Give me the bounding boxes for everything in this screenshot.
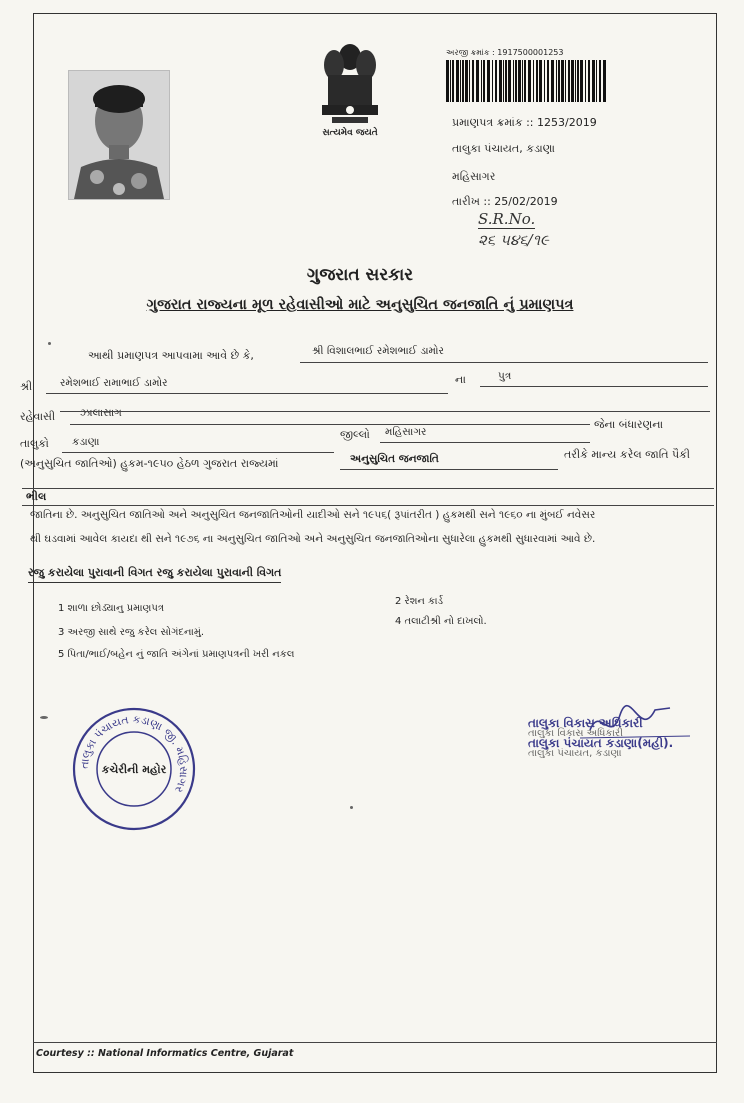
evidence-item: 1 શાળા છોડ્યાનુ પ્રમાણપત્ર <box>58 603 164 614</box>
underline <box>22 505 714 506</box>
svg-text:તાલુકા પંચાયત કડાણા જી. મહિસાગ: તાલુકા પંચાયત કડાણા જી. મહિસાગર <box>77 712 191 795</box>
constitution-label: જેના બંધારણના <box>594 418 664 431</box>
barcode-bar <box>450 60 451 102</box>
national-emblem-icon <box>310 35 390 135</box>
emblem-caption: સત્યમેવ જયતે <box>322 128 378 138</box>
speck <box>40 716 48 719</box>
underline <box>380 442 590 443</box>
speck <box>48 342 51 345</box>
recognized-label: તરીકે માન્ય કરેલ જાતિ પૈકી <box>564 448 691 461</box>
barcode-bar <box>592 60 595 102</box>
barcode-bar <box>580 60 583 102</box>
barcode-bar <box>476 60 479 102</box>
barcode-bar <box>472 60 474 102</box>
na-label: ના <box>455 373 466 386</box>
issuing-district: મહિસાગર <box>452 170 496 183</box>
barcode-bar <box>547 60 549 102</box>
barcode-bar <box>446 60 449 102</box>
government-title: ગુજરાત સરકાર <box>306 265 414 285</box>
taluka-label: તાલુકો <box>20 437 49 450</box>
certificate-title: ગુજરાત રાજ્યના મૂળ રહેવાસીઓ માટે અનુસુચિત જનજાતિ નું પ્રમાણપત્ર <box>146 297 574 313</box>
barcode-bar <box>495 60 497 102</box>
underline <box>480 386 708 387</box>
issue-date: તારીખ :: 25/02/2019 <box>452 195 558 208</box>
barcode-bar <box>469 60 470 102</box>
barcode-bar <box>588 60 590 102</box>
barcode-icon <box>446 60 606 102</box>
office-seal <box>70 705 198 833</box>
barcode-bar <box>596 60 597 102</box>
barcode-bar <box>515 60 517 102</box>
barcode-bar <box>503 60 504 102</box>
barcode-bar <box>487 60 490 102</box>
signature-line-2: તાલુકા પંચાયત, કડાણા <box>528 748 622 759</box>
district-label: જીલ્લો <box>340 428 370 441</box>
footer-divider <box>33 1042 717 1043</box>
resident-label: રહેવાસી <box>20 410 56 423</box>
evidence-item: 2 રેશન કાર્ડ <box>395 596 444 607</box>
barcode-bar <box>561 60 564 102</box>
barcode-bar <box>465 60 468 102</box>
underline <box>46 393 448 394</box>
barcode-bar <box>551 60 554 102</box>
barcode-bar <box>524 60 526 102</box>
applicant-photo <box>68 70 170 200</box>
barcode-bar <box>499 60 502 102</box>
certificate-number: પ્રમાણપત્ર ક્રમાંક :: 1253/2019 <box>452 116 597 129</box>
barcode-bar <box>556 60 557 102</box>
evidence-heading: રજુ કરાયેલા પુરાવાની વિગત રજુ કરાયેલા પુરાવાની વિગત <box>28 566 281 583</box>
barcode-bar <box>603 60 606 102</box>
barcode-bar <box>505 60 507 102</box>
barcode-bar <box>452 60 454 102</box>
underline <box>70 424 590 425</box>
handwritten-note: S.R.No. ૨૬ ૫૪૬/૧૯ <box>478 210 549 249</box>
barcode-bar <box>544 60 545 102</box>
barcode-bar <box>456 60 459 102</box>
issuing-office: તાલુકા પંચાયત, કડાણા <box>452 142 555 155</box>
underline <box>60 411 710 412</box>
barcode-bar <box>536 60 538 102</box>
underline <box>340 469 558 470</box>
evidence-item: 3 અરજી સાથે રજુ કરેલ સોગંદનામું. <box>58 627 205 638</box>
barcode-bar <box>558 60 560 102</box>
evidence-item: 5 પિતા/ભાઈ/બહેન નું જાતિ અંગેનાં પ્રમાણપત્રની ખરી નકલ <box>58 649 295 660</box>
order-label: (અનુસુચિત જાતિઓ) હુકમ-૧૯૫૦ હેઠળ ગુજરાત રાજ્યમાં <box>20 457 279 470</box>
district-value: મહિસાગર <box>385 426 427 438</box>
paragraph-line-2: થી ઘડવામાં આવેલ કાયદા થી સને ૧૯૭૬ ના અનુસુચિત જાતિઓ અને અનુસુચિત જનજાતિઓના સુધારેલા હુકમથી સુધારવામાં આવે છે. <box>30 533 596 545</box>
barcode-bar <box>571 60 574 102</box>
application-number: અરજી ક્રમાંક : 1917500001253 <box>446 48 564 57</box>
paragraph-line-1: જાતિના છે. અનુસુચિત જાતિઓ અને અનુસુચિત જનજાતિઓની યાદીઓ સને ૧૯૫૬( રૂપાંતરીત ) હુકમથી સને ૧૯૬૦ ના મુંબઈ નવેસર <box>30 509 596 521</box>
barcode-bar <box>518 60 521 102</box>
father-name: રમેશભાઈ રામાભાઈ ડામોર <box>60 377 168 389</box>
intro-label: આથી પ્રમાણપત્ર આપવામા આવે છે કે, <box>88 349 254 362</box>
barcode-bar <box>508 60 511 102</box>
relation: પુત્ર <box>498 370 512 382</box>
barcode-bar <box>575 60 576 102</box>
barcode-bar <box>577 60 579 102</box>
barcode-bar <box>599 60 601 102</box>
signature-line-1: તાલુકા વિકાસ અધિકારી <box>528 728 623 739</box>
village: ઝાલાસાગ <box>80 407 122 419</box>
caste-value: ભીલ <box>26 490 47 503</box>
barcode-bar <box>492 60 493 102</box>
barcode-bar <box>460 60 461 102</box>
underline <box>62 452 334 453</box>
speck <box>350 806 353 809</box>
barcode-bar <box>513 60 514 102</box>
category-value: અનુસુચિત જનજાતિ <box>350 453 439 465</box>
evidence-item: 4 તલાટીશ્રી નો દાખલો. <box>395 616 487 627</box>
person-name: શ્રી વિશાલભાઈ રમેશભાઈ ડામોર <box>312 345 444 357</box>
barcode-bar <box>568 60 570 102</box>
signature-stamp-line-1: તાલુકા વિકાસ અધિકારી <box>528 716 643 730</box>
taluka-value: કડાણા <box>72 436 100 448</box>
barcode-bar <box>481 60 482 102</box>
svg-text:કચેરીની મહોર: કચેરીની મહોર <box>101 763 167 776</box>
barcode-bar <box>585 60 586 102</box>
shri-label: શ્રી <box>20 380 33 393</box>
barcode-bar <box>533 60 534 102</box>
signature-stamp-line-2: તાલુકા પંચાયત કડાણા(મહી). <box>528 736 674 750</box>
barcode-bar <box>565 60 566 102</box>
barcode-bar <box>522 60 523 102</box>
barcode-bar <box>462 60 464 102</box>
barcode-bar <box>528 60 531 102</box>
barcode-bar <box>483 60 485 102</box>
barcode-bar <box>539 60 542 102</box>
underline <box>22 488 714 489</box>
underline <box>300 362 708 363</box>
courtesy-footer: Courtesy :: National Informatics Centre, Gujarat <box>36 1048 294 1059</box>
